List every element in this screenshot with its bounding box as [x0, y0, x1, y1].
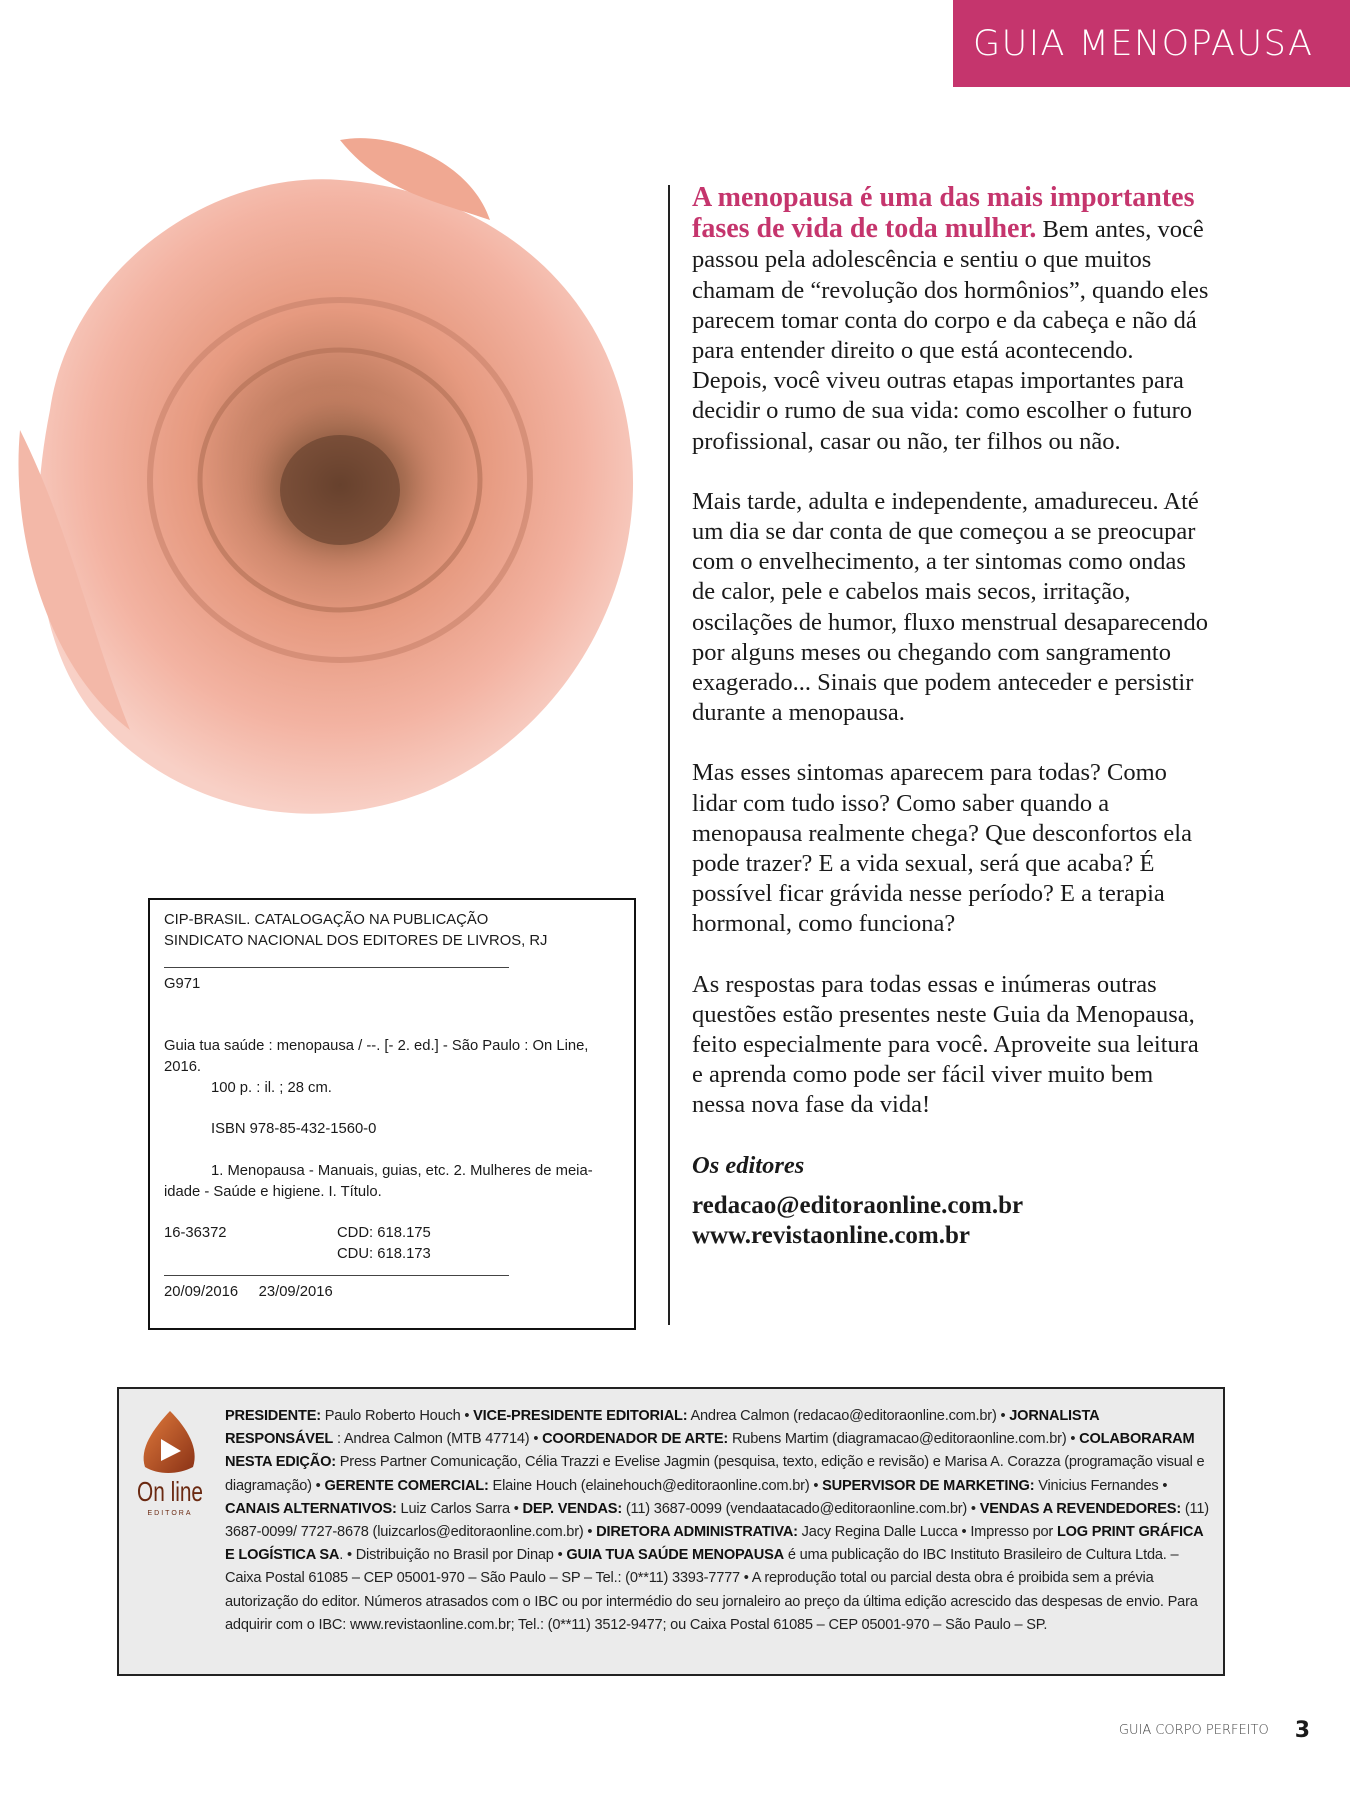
cip-date: 20/09/2016: [164, 1283, 239, 1300]
cip-title: Guia tua saúde : menopausa / --. [- 2. ed.] - São Paulo : On Line, 2016.: [164, 1037, 589, 1075]
cip-cdu: CDU: 618.173: [337, 1245, 431, 1262]
credit-value: Vinicius Fernandes •: [1034, 1477, 1168, 1494]
credit-role: GUIA TUA SAÚDE MENOPAUSA: [566, 1547, 784, 1564]
cip-header: SINDICATO NACIONAL DOS EDITORES DE LIVROS, RJ: [164, 932, 548, 949]
paragraph: Bem antes, você passou pela adolescência e sentiu o que muitos chamam de “revolução dos hormônios”, quando eles parecem tomar conta do corpo e da cabeça e não dá para entender direito o que está acontecendo. Depois, você viveu outras etapas importantes para decidir o rumo de sua vida: como escolher o futuro profissional, casar ou não, ter filhos ou não.: [692, 216, 1209, 455]
credits-text: [225, 1405, 1210, 1637]
email-link[interactable]: redacao@editoraonline.com.br: [692, 1191, 1024, 1219]
credit-value: Rubens Martim (diagramacao@editoraonline.com.br) •: [728, 1431, 1080, 1448]
divider: [164, 1275, 509, 1276]
credit-value: (11) 3687-0099 (vendaatacado@editoraonline.com.br) •: [622, 1500, 980, 1517]
credit-role: GERENTE COMERCIAL:: [324, 1477, 489, 1494]
credit-value: é uma publicação do IBC Instituto Brasileiro de Cultura Ltda. – Caixa Postal 61085 – CEP 05001-970 – São Paulo – SP – Tel.: (0**11) 3393-7777 • A reprodução total ou parcial desta obra é proibida sem a prévia autorização do editor. Números atrasados com o IBC ou por intermédio do seu jornaleiro ao preço da última edição acrescido das despesas de envio. Para adquirir com o IBC: www.revistaonline.com.br; Tel.: (0**11) 3512-9477; ou Caixa Postal 61085 – CEP 05001-970 – São Paulo – SP.: [225, 1547, 1198, 1633]
credit-role: VICE-PRESIDENTE EDITORIAL:: [473, 1408, 688, 1424]
cip-code: G971: [164, 975, 201, 992]
article-lead: A menopausa é uma das mais importantes fases de vida de toda mulher.: [692, 182, 1195, 245]
page-number: 3: [1294, 1718, 1310, 1743]
cip-isbn: ISBN 978-85-432-1560-0: [211, 1121, 377, 1138]
paragraph: Mas esses sintomas aparecem para todas? Como lidar com tudo isso? Como saber quando a menopausa realmente chega? Que desconfortos ela pode trazer? E a vida sexual, será que acaba? É possível ficar grávida nesse período? E a terapia hormonal, como funciona?: [692, 759, 1192, 938]
credit-value: Andrea Calmon (redacao@editoraonline.com.br) •: [687, 1408, 1010, 1424]
cip-number: 16-36372: [164, 1225, 227, 1242]
credit-role: JORNALISTA RESPONSÁVEL: [225, 1408, 1099, 1448]
credit-role: LOG PRINT GRÁFICA E LOGÍSTICA SA: [225, 1524, 1203, 1564]
cip-date: 23/09/2016: [258, 1283, 333, 1300]
cip-pages: 100 p. : il. ; 28 cm.: [211, 1079, 332, 1096]
column-divider: [668, 185, 670, 1325]
credit-value: Press Partner Comunicação, Célia Trazzi e Evelise Jagmin (pesquisa, texto, edição e revisão) e Marisa A. Corazza (programação visual e diagramação) •: [225, 1454, 1205, 1494]
article-body: [692, 183, 1212, 1251]
signature: Os editores: [692, 1151, 805, 1179]
cip-header: CIP-BRASIL. CATALOGAÇÃO NA PUBLICAÇÃO: [164, 912, 489, 928]
website-link[interactable]: www.revistaonline.com.br: [692, 1222, 970, 1250]
credit-value: Paulo Roberto Houch •: [320, 1408, 474, 1424]
credit-value: Jacy Regina Dalle Lucca • Impresso por: [797, 1524, 1057, 1541]
page-footer: [1119, 1718, 1310, 1743]
credit-value: Elaine Houch (elainehouch@editoraonline.com.br) •: [488, 1477, 823, 1494]
credit-value: . • Distribuição no Brasil por Dinap •: [339, 1547, 567, 1564]
divider: [164, 967, 509, 968]
credit-role: DEP. VENDAS:: [522, 1500, 622, 1517]
section-tag: GUIA MENOPAUSA: [953, 0, 1350, 87]
rose-image: [10, 110, 670, 890]
paragraph: Mais tarde, adulta e independente, amadureceu. Até um dia se dar conta de que começou a se preocupar com o envelhecimento, a ter sintomas como ondas de calor, pele e cabelos mais secos, irritação, oscilações de humor, fluxo menstrual desaparecendo por alguns meses ou chegando com sangramento exagerado... Sinais que podem anteceder e persistir durante a menopausa.: [692, 487, 1209, 727]
paragraph: As respostas para todas essas e inúmeras outras questões estão presentes neste Guia da Menopausa, feito especialmente para você. Aproveite sua leitura e aprenda como pode ser fácil viver muito bem nessa nova fase da vida!: [692, 970, 1199, 1119]
credit-role: SUPERVISOR DE MARKETING:: [822, 1477, 1035, 1494]
credit-role: COORDENADOR DE ARTE:: [542, 1431, 729, 1448]
credit-role: DIRETORA ADMINISTRATIVA:: [596, 1524, 798, 1541]
magazine-name: GUIA CORPO PERFEITO: [1118, 1723, 1269, 1738]
svg-text:EDITORA: EDITORA: [147, 1510, 193, 1517]
credit-value: : Andrea Calmon (MTB 47714) •: [333, 1431, 543, 1448]
credit-role: VENDAS A REVENDEDORES:: [979, 1500, 1181, 1517]
cip-cdd: CDD: 618.175: [337, 1225, 431, 1242]
online-editora-logo: [133, 1409, 208, 1519]
credit-role: CANAIS ALTERNATIVOS:: [225, 1500, 397, 1517]
credit-value: (11) 3687-0099/ 7727-8678 (luizcarlos@editoraonline.com.br) •: [225, 1500, 1209, 1541]
cataloging-box: [148, 898, 636, 1330]
cip-subjects: 1. Menopausa - Manuais, guias, etc. 2. Mulheres de meia-idade - Saúde e higiene. I. Título.: [164, 1162, 593, 1200]
svg-text:On line: On line: [137, 1476, 203, 1507]
credits-box: [117, 1387, 1225, 1676]
credit-value: Luiz Carlos Sarra •: [396, 1500, 523, 1517]
credit-role: COLABORARAM NESTA EDIÇÃO:: [225, 1431, 1195, 1471]
credit-role: PRESIDENTE:: [225, 1408, 321, 1424]
